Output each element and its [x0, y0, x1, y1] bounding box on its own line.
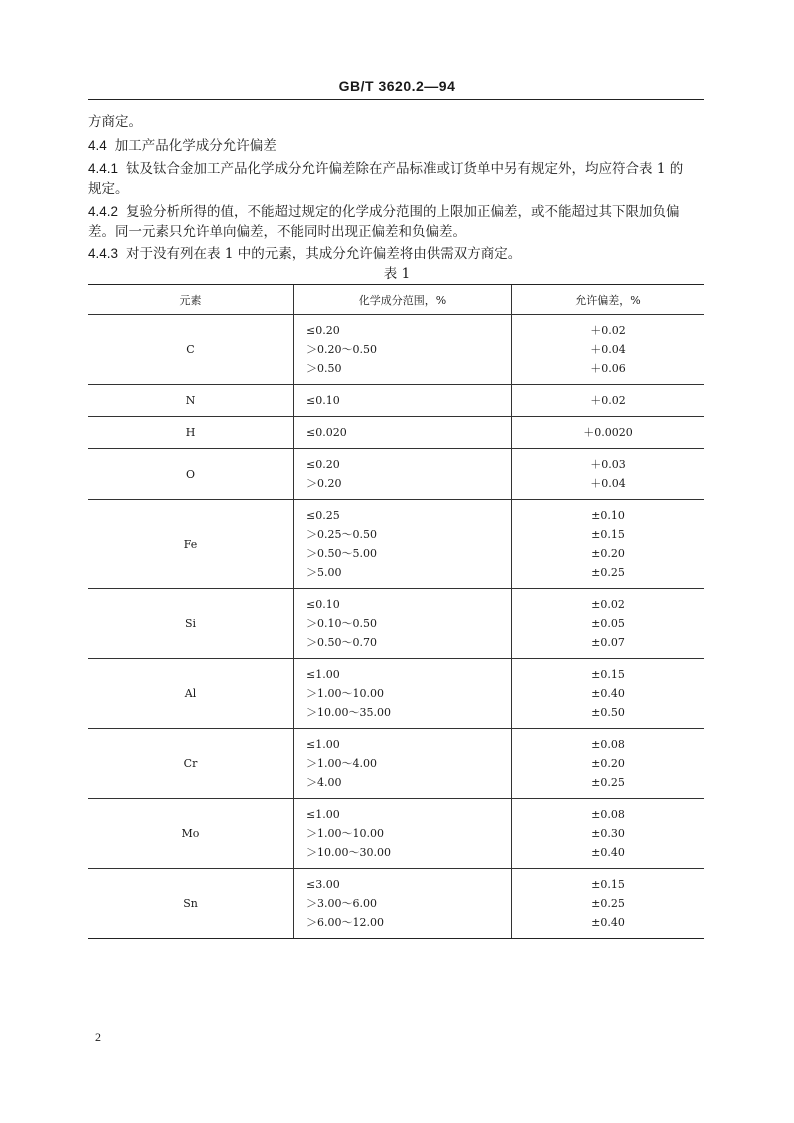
clause-text: 对于没有列在表 1 中的元素，其成分允许偏差将由供需双方商定。	[126, 246, 522, 262]
clause-text: 复验分析所得的值，不能超过规定的化学成分范围的上限加正偏差，或不能超过其下限加负偏	[126, 204, 680, 220]
tolerance-cell	[512, 589, 705, 659]
section-4-4-heading	[88, 135, 708, 157]
range-cell	[294, 729, 512, 799]
element-cell: Fe	[88, 500, 294, 589]
tolerance-value: ±0.50	[591, 706, 625, 719]
range-value: ＞0.50～0.70	[306, 636, 377, 649]
header-range: 化学成分范围，%	[294, 285, 512, 315]
tolerance-cell	[512, 385, 705, 417]
tolerance-value: ±0.25	[591, 897, 625, 910]
tolerance-value: ＋0.04	[590, 343, 626, 356]
element-cell: C	[88, 315, 294, 385]
table-header-row	[88, 285, 704, 315]
tolerance-cell	[512, 417, 705, 449]
header-element: 元素	[88, 285, 294, 315]
range-cell	[294, 589, 512, 659]
range-value: ＞1.00～4.00	[306, 757, 377, 770]
range-value: ＞10.00～30.00	[306, 846, 391, 859]
table-row	[88, 589, 704, 659]
range-value: ≤0.10	[306, 598, 340, 611]
tolerance-value: ±0.40	[591, 846, 625, 859]
element-cell: N	[88, 385, 294, 417]
range-cell	[294, 659, 512, 729]
tolerance-value: ±0.02	[591, 598, 625, 611]
tolerance-value: ±0.15	[591, 528, 625, 541]
clause-text: 钛及钛合金加工产品化学成分允许偏差除在产品标准或订货单中另有规定外，均应符合表 1 的	[126, 161, 684, 177]
clause-4-4-2-line1	[88, 201, 708, 223]
element-cell: Sn	[88, 869, 294, 939]
element-cell: Mo	[88, 799, 294, 869]
table-row	[88, 799, 704, 869]
range-value: ＞4.00	[306, 776, 342, 789]
clause-number: 4.4.3	[88, 246, 119, 261]
tolerance-value: ＋0.03	[590, 458, 626, 471]
tolerance-cell	[512, 729, 705, 799]
range-value: ＞0.10～0.50	[306, 617, 377, 630]
table-row	[88, 449, 704, 500]
tolerance-value: ±0.30	[591, 827, 625, 840]
range-value: ≤0.20	[306, 458, 340, 471]
tolerance-value: ＋0.04	[590, 477, 626, 490]
range-value: ≤1.00	[306, 738, 340, 751]
table-row	[88, 417, 704, 449]
element-cell: Al	[88, 659, 294, 729]
tolerance-cell	[512, 449, 705, 500]
range-value: ＞0.50～5.00	[306, 547, 377, 560]
tolerance-table	[88, 284, 704, 939]
range-value: ＞0.20～0.50	[306, 343, 377, 356]
tolerance-value: ±0.08	[591, 808, 625, 821]
tolerance-value: ＋0.06	[590, 362, 626, 375]
clause-4-4-1-line2: 规定。	[88, 181, 129, 197]
range-value: ≤1.00	[306, 668, 340, 681]
tolerance-value: ±0.40	[591, 687, 625, 700]
range-value: ≤0.020	[306, 426, 347, 439]
range-value: ＞6.00～12.00	[306, 916, 384, 929]
range-cell	[294, 799, 512, 869]
tolerance-cell	[512, 799, 705, 869]
range-value: ≤0.10	[306, 394, 340, 407]
table-row	[88, 729, 704, 799]
header-tolerance: 允许偏差，%	[512, 285, 705, 315]
section-number: 4.4	[88, 138, 107, 153]
tolerance-value: ±0.15	[591, 878, 625, 891]
table-row	[88, 500, 704, 589]
range-cell	[294, 500, 512, 589]
table-row	[88, 315, 704, 385]
tolerance-value: ±0.25	[591, 776, 625, 789]
tolerance-value: ±0.20	[591, 757, 625, 770]
table-caption: 表 1	[383, 266, 411, 282]
range-value: ＞0.50	[306, 362, 342, 375]
tolerance-value: ±0.40	[591, 916, 625, 929]
tolerance-value: ＋0.02	[590, 394, 626, 407]
clause-number: 4.4.1	[88, 161, 119, 176]
tolerance-value: ±0.08	[591, 738, 625, 751]
tolerance-cell	[512, 869, 705, 939]
range-value: ＞0.20	[306, 477, 342, 490]
section-title: 加工产品化学成分允许偏差	[114, 138, 277, 154]
range-value: ＞0.25～0.50	[306, 528, 377, 541]
table-row	[88, 869, 704, 939]
page-number: 2	[95, 1030, 101, 1044]
element-cell: O	[88, 449, 294, 500]
table-row	[88, 385, 704, 417]
element-cell: Cr	[88, 729, 294, 799]
element-cell: Si	[88, 589, 294, 659]
range-value: ≤3.00	[306, 878, 340, 891]
tolerance-value: ±0.07	[591, 636, 625, 649]
range-value: ＞1.00～10.00	[306, 827, 384, 840]
range-cell	[294, 315, 512, 385]
clause-number: 4.4.2	[88, 204, 119, 219]
document-code: GB/T 3620.2—94	[338, 78, 456, 94]
clause-4-4-1-line1	[88, 158, 708, 180]
range-value: ＞5.00	[306, 566, 342, 579]
header-rule	[88, 99, 704, 100]
clause-4-4-2-line2: 差。同一元素只允许单向偏差，不能同时出现正偏差和负偏差。	[88, 224, 466, 240]
range-value: ≤0.25	[306, 509, 340, 522]
tolerance-value: ±0.20	[591, 547, 625, 560]
range-value: ＞3.00～6.00	[306, 897, 377, 910]
tolerance-value: ±0.15	[591, 668, 625, 681]
tolerance-value: ±0.05	[591, 617, 625, 630]
tolerance-cell	[512, 659, 705, 729]
tolerance-cell	[512, 315, 705, 385]
range-value: ≤1.00	[306, 808, 340, 821]
range-cell	[294, 869, 512, 939]
tolerance-value: ＋0.02	[590, 324, 626, 337]
tolerance-value: ＋0.0020	[583, 426, 633, 439]
paragraph-continuation: 方商定。	[88, 114, 142, 130]
tolerance-value: ±0.10	[591, 509, 625, 522]
range-value: ＞1.00～10.00	[306, 687, 384, 700]
tolerance-cell	[512, 500, 705, 589]
element-cell: H	[88, 417, 294, 449]
range-value: ＞10.00～35.00	[306, 706, 391, 719]
range-value: ≤0.20	[306, 324, 340, 337]
range-cell	[294, 385, 512, 417]
table-row	[88, 659, 704, 729]
range-cell	[294, 417, 512, 449]
tolerance-value: ±0.25	[591, 566, 625, 579]
range-cell	[294, 449, 512, 500]
